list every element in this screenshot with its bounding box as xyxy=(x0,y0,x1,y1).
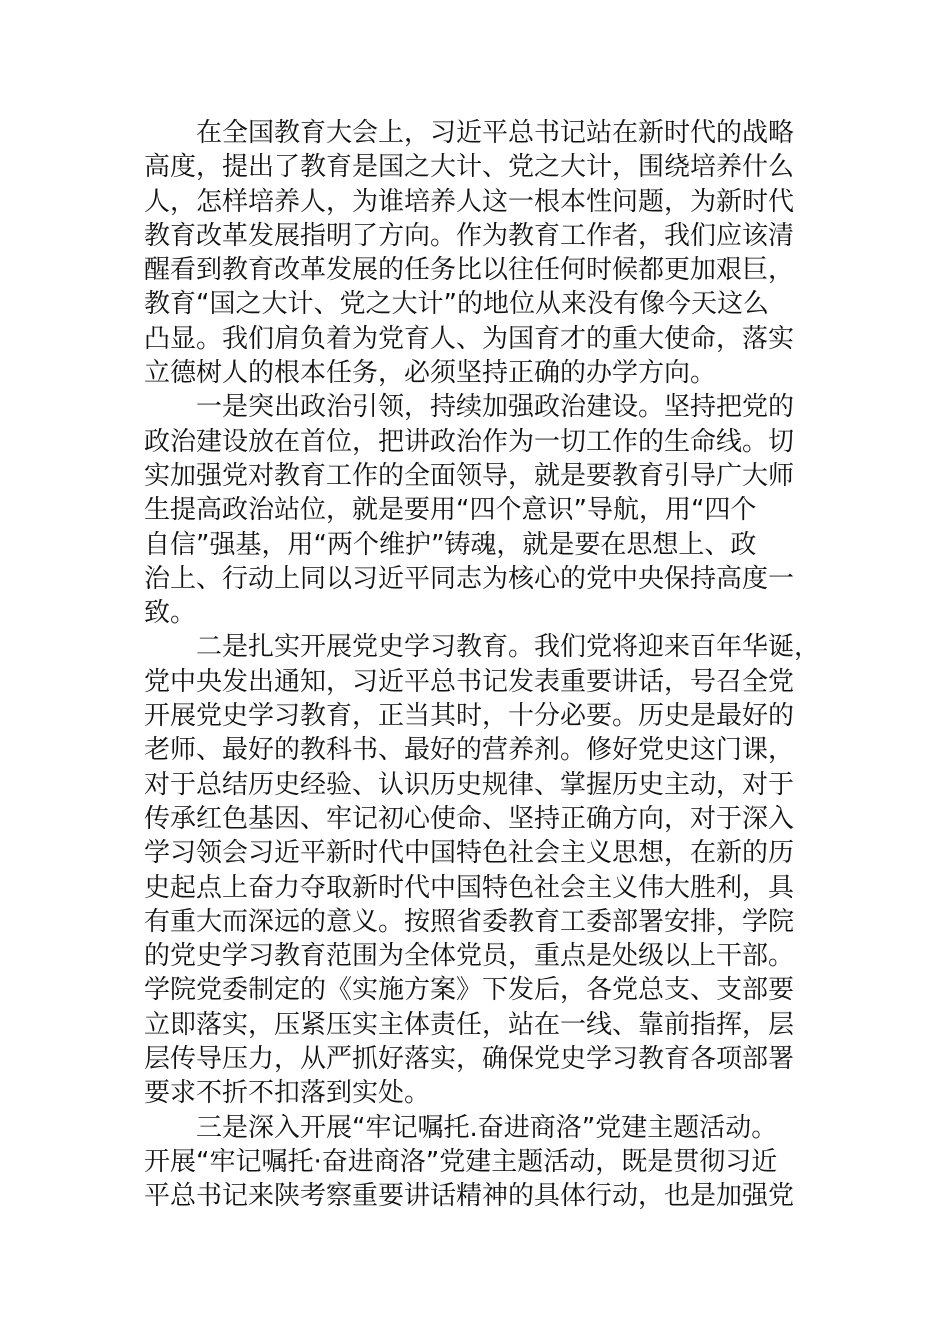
paragraph-first-line: 一是突出政治引领，持续加强政治建设。坚持把党的 xyxy=(196,392,795,423)
paragraph-line: 老师、最好的教科书、最好的营养剂。修好党史这门课， xyxy=(144,735,795,766)
paragraph-line: 党中央发出通知，习近平总书记发表重要讲话，号召全党 xyxy=(144,666,795,697)
paragraph xyxy=(144,630,821,1110)
paragraph-line: 政治建设放在首位，把讲政治作为一切工作的生命线。切 xyxy=(144,426,795,457)
paragraph xyxy=(144,116,808,390)
paragraph-line: 立即落实，压紧压实主体责任，站在一线、靠前指挥，层 xyxy=(144,1009,795,1040)
paragraph-line: 学院党委制定的《实施方案》下发后，各党总支、支部要 xyxy=(144,975,795,1006)
paragraph-line: 平总书记来陕考察重要讲话精神的具体行动，也是加强党 xyxy=(144,1181,795,1212)
paragraph-line: 自信”强基，用“两个维护”铸魂，就是要在思想上、政 xyxy=(144,529,757,560)
paragraph-line: 治上、行动上同以习近平同志为核心的党中央保持高度一 xyxy=(144,563,795,594)
document-body xyxy=(144,116,821,1214)
paragraph-line: 对于总结历史经验、认识历史规律、掌握历史主动，对于 xyxy=(144,769,795,800)
paragraph-line: 教育改革发展指明了方向。作为教育工作者，我们应该清 xyxy=(144,220,795,251)
paragraph-first-line: 在全国教育大会上，习近平总书记站在新时代的战略 xyxy=(196,118,795,148)
paragraph-first-line: 二是扎实开展党史学习教育。我们党将迎来百年华诞， xyxy=(196,632,821,663)
paragraph-line: 致。 xyxy=(144,598,197,629)
paragraph-line: 层传导压力，从严抓好落实，确保党史学习教育各项部署 xyxy=(144,1044,795,1075)
paragraph-line: 立德树人的根本任务，必须坚持正确的办学方向。 xyxy=(144,358,717,389)
paragraph-first-line: 三是深入开展“牢记嘱托.奋进商洛”党建主题活动。 xyxy=(196,1112,778,1143)
paragraph-line: 高度，提出了教育是国之大计、党之大计，围绕培养什么 xyxy=(144,152,795,183)
paragraph-line: 生提高政治站位，就是要用“四个意识”导航，用“四个 xyxy=(144,495,757,526)
paragraph-line: 史起点上奋力夺取新时代中国特色社会主义伟大胜利，具 xyxy=(144,872,795,903)
paragraph-line: 教育“国之大计、党之大计”的地位从来没有像今天这么 xyxy=(144,289,769,320)
paragraph-line: 学习领会习近平新时代中国特色社会主义思想，在新的历 xyxy=(144,838,795,869)
paragraph-line: 的党史学习教育范围为全体党员，重点是处级以上干部。 xyxy=(144,941,795,972)
paragraph-line: 要求不折不扣落到实处。 xyxy=(144,1078,431,1109)
paragraph-line: 实加强党对教育工作的全面领导，就是要教育引导广大师 xyxy=(144,460,795,491)
paragraph-line: 有重大而深远的意义。按照省委教育工委部署安排，学院 xyxy=(144,906,795,937)
paragraph-line: 开展“牢记嘱托·奋进商洛”党建主题活动，既是贯彻习近 xyxy=(144,1146,778,1177)
paragraph xyxy=(144,390,808,630)
paragraph-line: 传承红色基因、牢记初心使命、坚持正确方向，对于深入 xyxy=(144,803,795,834)
paragraph-line: 开展党史学习教育，正当其时，十分必要。历史是最好的 xyxy=(144,701,795,732)
paragraph-line: 人，怎样培养人，为谁培养人这一根本性问题，为新时代 xyxy=(144,186,795,217)
paragraph xyxy=(144,1111,808,1214)
paragraph-line: 凸显。我们肩负着为党育人、为国育才的重大使命，落实 xyxy=(144,323,795,354)
paragraph-line: 醒看到教育改革发展的任务比以往任何时候都更加艰巨， xyxy=(144,255,795,286)
